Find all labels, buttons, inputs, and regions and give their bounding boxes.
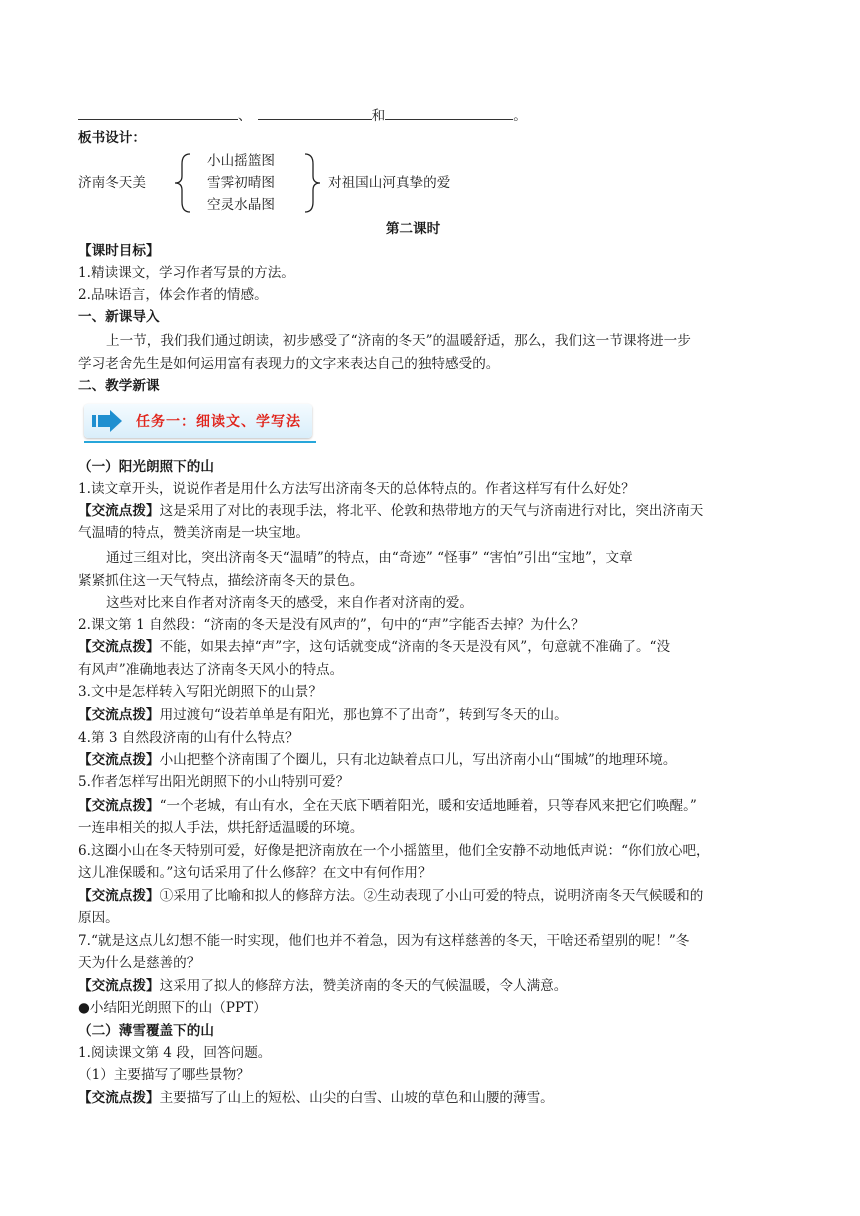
answer-tag: 【交流点拨】 xyxy=(78,639,160,655)
answer-tag: 【交流点拨】 xyxy=(78,752,160,768)
task-banner xyxy=(84,404,312,440)
goal-item: 1.精读课文，学习作者写景的方法。 xyxy=(78,265,295,281)
question-7-cont: 天为什么是慈善的？ xyxy=(78,955,201,971)
board-item: 雪霁初晴图 xyxy=(207,175,275,191)
answer-1 xyxy=(78,1087,554,1109)
question-5: 5.作者怎样写出阳光朗照下的小山特别可爱？ xyxy=(78,774,350,790)
answer-5-cont: 一连串相关的拟人手法，烘托舒适温暖的环境。 xyxy=(78,820,364,836)
blank-1[interactable] xyxy=(78,105,238,120)
question-6-cont: 这儿准保暖和。”这句话采用了什么修辞？在文中有何作用？ xyxy=(78,865,432,881)
question-1: 1.读文章开头，说说作者是用什么方法写出济南冬天的总体特点的。作者这样写有什么好处？ xyxy=(78,481,635,497)
intro-heading: 一、新课导入 xyxy=(78,309,160,325)
answer-text: 主要描写了山上的短松、山尖的白雪、山坡的草色和山腰的薄雪。 xyxy=(159,1090,554,1106)
goal-item: 2.品味语言，体会作者的情感。 xyxy=(78,287,268,303)
answer-text: 小山把整个济南围了个圈儿，只有北边缺着点口儿，写出济南小山“围城”的地理环境。 xyxy=(159,752,677,768)
task-label: 任务一：细读文、学写法 xyxy=(136,414,301,430)
answer-tag: 【交流点拨】 xyxy=(78,888,160,904)
fill-blanks-line xyxy=(78,105,527,127)
answer-1-para2: 通过三组对比，突出济南冬天“温晴”的特点，由“奇迹” “怪事” “害怕”引出“宝地”，文章 xyxy=(106,550,633,566)
separator: 、 xyxy=(238,108,252,124)
answer-text: 这是采用了对比的表现手法，将北平、伦敦和热带地方的天气与济南进行对比，突出济南天 xyxy=(159,503,704,519)
answer-text: ①采用了比喻和拟人的修辞方法。②生动表现了小山可爱的特点，说明济南冬天气候暖和的 xyxy=(159,888,704,904)
answer-4 xyxy=(78,749,676,771)
answer-1-para2-cont: 紧紧抓住这一天气特点，描绘济南冬天的景色。 xyxy=(78,573,364,589)
question-2: 2.课文第 1 自然段：“济南的冬天是没有风声的”，句中的“声”字能否去掉？为什么？ xyxy=(78,617,585,633)
question-1: 1.阅读课文第 4 段，回答问题。 xyxy=(78,1045,272,1061)
answer-text: 用过渡句“设若单单是有阳光，那也算不了出奇”，转到写冬天的山。 xyxy=(159,707,568,723)
blank-3[interactable] xyxy=(385,105,513,120)
answer-text: 这采用了拟人的修辞方法，赞美济南的冬天的气候温暖，令人满意。 xyxy=(159,978,568,994)
answer-tag: 【交流点拨】 xyxy=(78,1090,160,1106)
new-lesson-heading: 二、教学新课 xyxy=(78,378,160,394)
answer-text: “一个老城，有山有水，全在天底下晒着阳光，暖和安适地睡着，只等春风来把它们唤醒。” xyxy=(159,798,697,814)
answer-7 xyxy=(78,975,567,997)
blank-2[interactable] xyxy=(258,105,372,120)
answer-5 xyxy=(78,795,697,817)
question-4: 4.第 3 自然段济南的山有什么特点？ xyxy=(78,730,299,746)
answer-tag: 【交流点拨】 xyxy=(78,503,160,519)
answer-text: 不能，如果去掉“声”字，这句话就变成“济南的冬天是没有风”，句意就不准确了。“没 xyxy=(159,639,671,655)
board-left-label: 济南冬天美 xyxy=(78,175,146,191)
board-right-label: 对祖国山河真挚的爱 xyxy=(328,175,451,191)
lesson-title: 第二课时 xyxy=(385,221,441,237)
answer-tag: 【交流点拨】 xyxy=(78,978,160,994)
answer-tag: 【交流点拨】 xyxy=(78,707,160,723)
answer-6-cont: 原因。 xyxy=(78,910,119,926)
answer-3 xyxy=(78,704,568,726)
answer-1 xyxy=(78,500,703,522)
answer-tag: 【交流点拨】 xyxy=(78,798,160,814)
answer-1-cont: 气温晴的特点，赞美济南是一块宝地。 xyxy=(78,525,310,541)
question-3: 3.文中是怎样转入写阳光朗照下的山景？ xyxy=(78,684,323,700)
board-item: 空灵水晶图 xyxy=(207,197,275,213)
answer-2-cont: 有风声”准确地表达了济南冬天风小的特点。 xyxy=(78,662,344,678)
board-heading: 板书设计： xyxy=(78,130,146,146)
section-heading: （二）薄雪覆盖下的山 xyxy=(78,1023,214,1039)
summary-item: ●小结阳光朗照下的山（PPT） xyxy=(78,1000,267,1016)
separator: 和 xyxy=(371,108,386,124)
task-underline xyxy=(84,441,316,443)
separator: 。 xyxy=(513,108,527,124)
right-brace-icon xyxy=(303,152,323,214)
intro-line: 学习老舍先生是如何运用富有表现力的文字来表达自己的独特感受的。 xyxy=(78,356,500,372)
left-brace-icon xyxy=(172,152,192,214)
intro-line: 上一节，我们我们通过朗读，初步感受了“济南的冬天”的温暖舒适，那么，我们这一节课将进一步 xyxy=(106,333,691,349)
board-item: 小山摇篮图 xyxy=(207,153,275,169)
section-heading: （一）阳光朗照下的山 xyxy=(78,459,214,475)
goals-heading: 【课时目标】 xyxy=(78,243,160,259)
question-7: 7.“就是这点儿幻想不能一时实现，他们也并不着急，因为有这样慈善的冬天，干啥还希望别的呢！”冬 xyxy=(78,933,690,949)
answer-1-para3: 这些对比来自作者对济南冬天的感受，来自作者对济南的爱。 xyxy=(106,595,474,611)
answer-2 xyxy=(78,636,670,658)
answer-6 xyxy=(78,885,703,907)
sub-question: （1）主要描写了哪些景物？ xyxy=(78,1067,250,1083)
question-6: 6.这圈小山在冬天特别可爱，好像是把济南放在一个小摇篮里，他们全安静不动地低声说：“你们放心吧， xyxy=(78,843,710,859)
arrow-right-icon xyxy=(92,410,126,432)
